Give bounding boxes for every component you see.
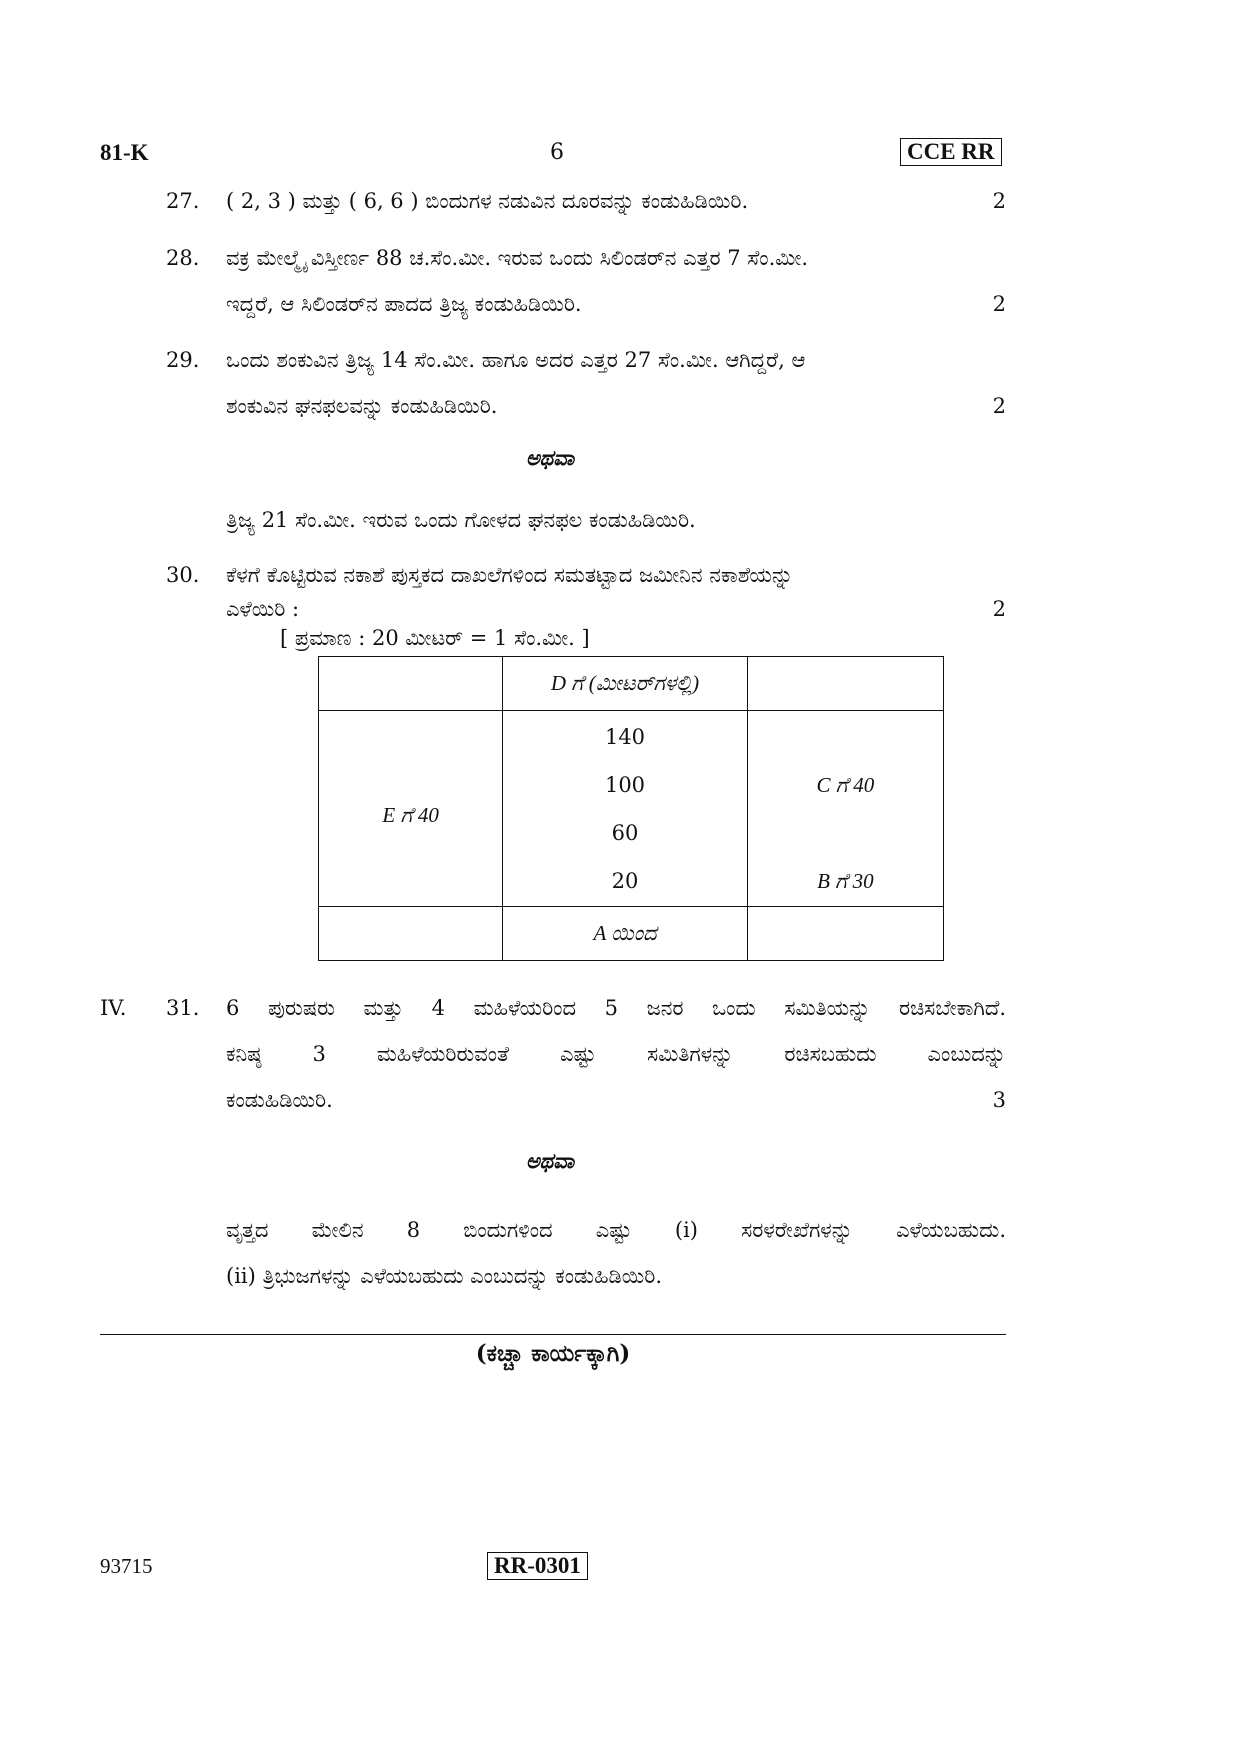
rough-work-label: (ಕಚ್ಚಾ ಕಾರ್ಯಕ್ಕಾಗಿ) (475, 1340, 631, 1367)
section-label: IV. (100, 996, 127, 1020)
table-right-offsets (747, 711, 943, 907)
chainage-value: 60 (611, 820, 639, 845)
table-header-row (319, 657, 944, 711)
table-cell-empty (747, 907, 943, 961)
table-cell-empty (319, 907, 503, 961)
page-number: 6 (550, 140, 564, 165)
question-30 (166, 558, 1006, 626)
question-31-alternative (226, 1207, 1006, 1299)
field-book-table (318, 656, 944, 961)
marks: 2 (992, 597, 1006, 621)
question-text-line2: ಕನಿಷ್ಠ 3 ಮಹಿಳೆಯರಿರುವಂತೆ ಎಷ್ಟು ಸಮಿತಿಗಳನ್ನು ರಚಿಸಬಹುದು ಎಂಬುದನ್ನು (226, 1042, 1006, 1066)
table-cell-empty (747, 657, 943, 711)
question-number: 30. (166, 563, 200, 587)
question-text-line2: ಶಂಕುವಿನ ಘನಫಲವನ್ನು ಕಂಡುಹಿಡಿಯಿರಿ. (226, 394, 498, 418)
or-separator: ಅಥವಾ (525, 1148, 575, 1173)
question-text-line1: 6 ಪುರುಷರು ಮತ್ತು 4 ಮಹಿಳೆಯರಿಂದ 5 ಜನರ ಒಂದು ಸಮಿತಿಯನ್ನು ರಚಿಸಬೇಕಾಗಿದೆ. (226, 996, 1006, 1020)
chainage-value: 140 (604, 724, 646, 749)
question-number: 27. (166, 189, 200, 213)
alt-line1: ವೃತ್ತದ ಮೇಲಿನ 8 ಬಿಂದುಗಳಿಂದ ಎಷ್ಟು (i) ಸರಳರೇಖೆಗಳನ್ನು ಎಳೆಯಬಹುದು. (226, 1218, 1006, 1242)
marks: 3 (992, 1088, 1006, 1112)
offset-e: E ಗೆ 40 (382, 803, 439, 827)
marks: 2 (992, 189, 1006, 213)
question-text-line1: ವಕ್ರ ಮೇಲ್ಮೈ ವಿಸ್ತೀರ್ಣ 88 ಚ.ಸೆಂ.ಮೀ. ಇರುವ ಒಂದು ಸಿಲಿಂಡರ್‌ನ ಎತ್ತರ 7 ಸೆಂ.ಮೀ. (226, 246, 809, 270)
table-foot-start: A ಯಿಂದ (503, 907, 747, 961)
question-text-line1: ಕೆಳಗೆ ಕೊಟ್ಟಿರುವ ನಕಾಶೆ ಪುಸ್ತಕದ ದಾಖಲೆಗಳಿಂದ ಸಮತಟ್ಟಾದ ಜಮೀನಿನ ನಕಾಶೆಯನ್ನು (226, 563, 794, 587)
question-27 (166, 178, 1006, 224)
offset-c: C ಗೆ 40 (816, 772, 875, 797)
question-text-line2: ಇದ್ದರೆ, ಆ ಸಿಲಿಂಡರ್‌ನ ಪಾದದ ತ್ರಿಜ್ಯ ಕಂಡುಹಿಡಿಯಿರಿ. (226, 292, 582, 316)
footer-series-box: RR-0301 (487, 1552, 588, 1580)
alt-line2: (ii) ತ್ರಿಭುಜಗಳನ್ನು ಎಳೆಯಬಹುದು ಎಂಬುದನ್ನು ಕಂಡುಹಿಡಿಯಿರಿ. (226, 1264, 663, 1288)
offset-b: B ಗೆ 30 (817, 868, 874, 893)
marks: 2 (992, 394, 1006, 418)
question-number: 31. (166, 996, 200, 1020)
footer-code: 93715 (100, 1554, 153, 1578)
table-body-row (319, 711, 944, 907)
chainage-value: 20 (611, 868, 639, 893)
question-text-line1: ಒಂದು ಶಂಕುವಿನ ತ್ರಿಜ್ಯ 14 ಸೆಂ.ಮೀ. ಹಾಗೂ ಅದರ ಎತ್ತರ 27 ಸೆಂ.ಮೀ. ಆಗಿದ್ದರೆ, ಆ (226, 348, 806, 372)
question-28 (166, 235, 1006, 327)
table-cell-empty (319, 657, 503, 711)
divider (100, 1334, 1006, 1335)
table-head-distance: D ಗೆ (ಮೀಟರ್‌ಗಳಲ್ಲಿ) (503, 657, 747, 711)
paper-code: 81-K (100, 140, 149, 165)
question-31 (166, 985, 1006, 1123)
question-number: 29. (166, 348, 200, 372)
question-29-alternative: ತ್ರಿಜ್ಯ 21 ಸೆಂ.ಮೀ. ಇರುವ ಒಂದು ಗೋಳದ ಘನಫಲ ಕಂಡುಹಿಡಿಯಿರಿ. (226, 508, 696, 532)
question-29 (166, 337, 1006, 429)
table-chainage-column (503, 711, 747, 907)
or-separator: ಅಥವಾ (525, 445, 575, 470)
question-number: 28. (166, 246, 200, 270)
question-text-line3: ಕಂಡುಹಿಡಿಯಿರಿ. (226, 1088, 333, 1112)
table-left-offsets (319, 711, 503, 907)
question-text-line2: ಎಳೆಯಿರಿ : (226, 597, 300, 621)
question-text: ( 2, 3 ) ಮತ್ತು ( 6, 6 ) ಬಿಂದುಗಳ ನಡುವಿನ ದೂರವನ್ನು ಕಂಡುಹಿಡಿಯಿರಿ. (226, 189, 749, 213)
chainage-value: 100 (604, 772, 646, 797)
paper-type-box: CCE RR (900, 138, 1002, 166)
scale-note: [ ಪ್ರಮಾಣ : 20 ಮೀಟರ್ = 1 ಸೆಂ.ಮೀ. ] (280, 626, 590, 650)
table-footer-row (319, 907, 944, 961)
marks: 2 (992, 292, 1006, 316)
